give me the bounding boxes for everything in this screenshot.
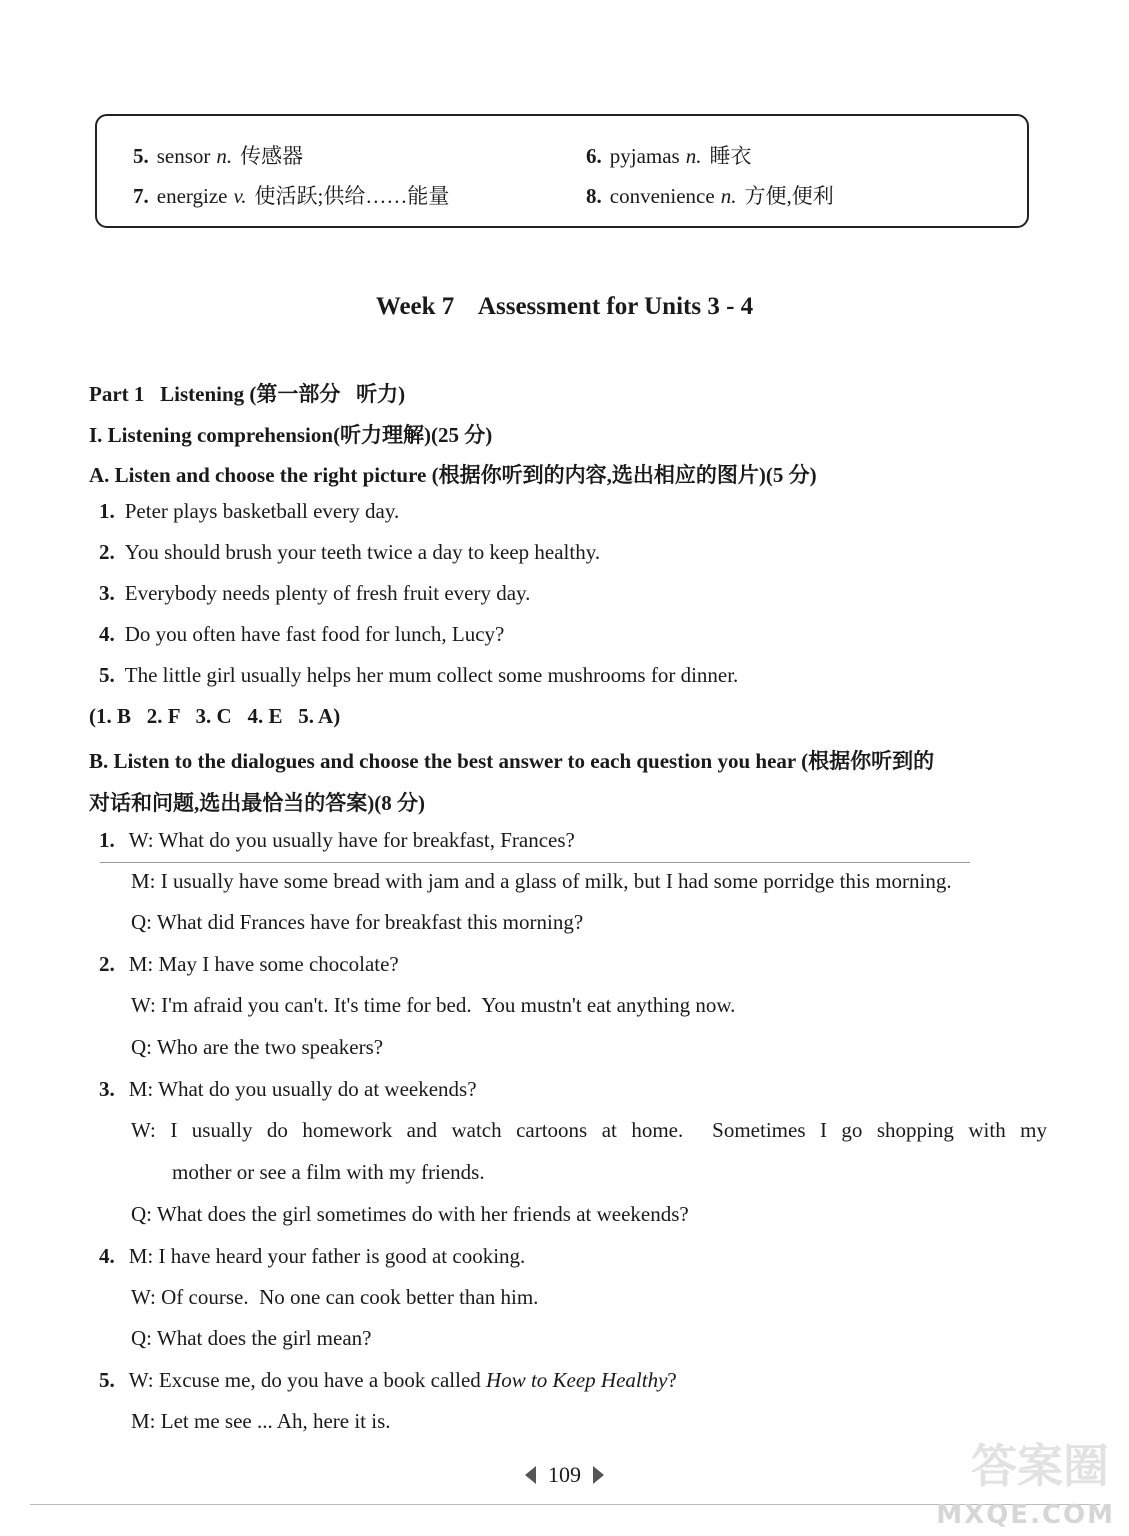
- dialogue-question: Q: What does the girl mean?: [131, 1326, 372, 1350]
- dialogue-line: M: Let me see ... Ah, here it is.: [131, 1409, 391, 1433]
- dialogue-line: M: I usually have some bread with jam and a glass of milk, but I had some porridge this morning.: [131, 869, 952, 893]
- dialogue-question: Q: What did Frances have for breakfast this morning?: [131, 910, 584, 934]
- list-item: 1. Peter plays basketball every day.: [99, 499, 400, 523]
- section-b-heading-cont: 对话和问题,选出最恰当的答案)(8 分): [89, 791, 425, 815]
- answer-key: (1. B 2. F 3. C 4. E 5. A): [89, 704, 341, 728]
- part-heading: Part 1 Listening (第一部分 听力): [89, 382, 406, 406]
- dialogue-line: 5. W: Excuse me, do you have a book called How to Keep Healthy?: [99, 1368, 677, 1392]
- vocab-item: 5. sensor n. 传感器: [133, 144, 304, 168]
- section-a-heading: A. Listen and choose the right picture (根据你听到的内容,选出相应的图片)(5 分): [89, 463, 817, 487]
- dialogue-line: W: I usually do homework and watch cartoons at home. Sometimes I go shopping with my: [131, 1118, 1047, 1142]
- book-title: How to Keep Healthy: [486, 1368, 668, 1392]
- list-item: 2. You should brush your teeth twice a day to keep healthy.: [99, 540, 601, 564]
- dialogue-question: Q: Who are the two speakers?: [131, 1035, 384, 1059]
- section-heading: I. Listening comprehension(听力理解)(25 分): [89, 423, 493, 447]
- left-triangle-icon: [525, 1466, 536, 1484]
- dialogue-line: 4. M: I have heard your father is good at cooking.: [99, 1244, 526, 1268]
- dialogue-line: W: Of course. No one can cook better than him.: [131, 1285, 539, 1309]
- dialogue-line: 3. M: What do you usually do at weekends?: [99, 1077, 477, 1101]
- watermark-logo: 答案圈: [971, 1439, 1109, 1493]
- page-number: 109: [0, 1462, 1129, 1488]
- list-item: 3. Everybody needs plenty of fresh fruit every day.: [99, 581, 531, 605]
- section-b-heading: B. Listen to the dialogues and choose the best answer to each question you hear (根据你听到的: [89, 749, 935, 773]
- vocab-item: 8. convenience n. 方便,便利: [586, 184, 834, 208]
- watermark: MXQE.COM: [936, 1500, 1115, 1530]
- dialogue-line: W: I'm afraid you can't. It's time for bed. You mustn't eat anything now.: [131, 993, 736, 1017]
- right-triangle-icon: [593, 1466, 604, 1484]
- dialogue-line-cont: mother or see a film with my friends.: [172, 1160, 485, 1184]
- dialogue-line: 2. M: May I have some chocolate?: [99, 952, 399, 976]
- vocab-item: 7. energize v. 使活跃;供给……能量: [133, 184, 450, 208]
- list-item: 5. The little girl usually helps her mum collect some mushrooms for dinner.: [99, 663, 739, 687]
- dialogue-question: Q: What does the girl sometimes do with her friends at weekends?: [131, 1202, 689, 1226]
- divider: [100, 862, 970, 863]
- list-item: 4. Do you often have fast food for lunch, Lucy?: [99, 622, 505, 646]
- vocab-item: 6. pyjamas n. 睡衣: [586, 144, 752, 168]
- vocabulary-box: [95, 114, 1029, 228]
- dialogue-line: 1. W: What do you usually have for breakfast, Frances?: [99, 828, 575, 852]
- page-title: Week 7 Assessment for Units 3 - 4: [375, 293, 754, 320]
